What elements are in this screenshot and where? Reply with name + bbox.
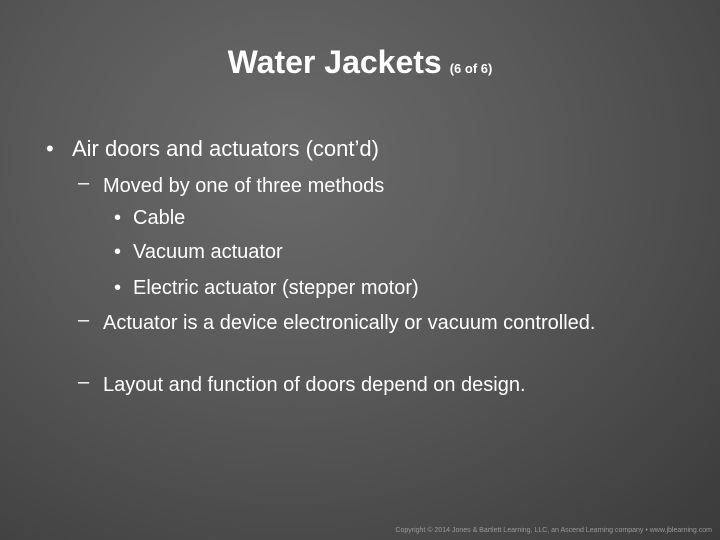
title-page-count: (6 of 6) [449, 61, 493, 76]
bullet-glyph: • [114, 241, 122, 263]
subsub-bullet-text: Cable [133, 207, 186, 229]
sub-bullet-text: Layout and function of doors depend on design. [103, 374, 526, 396]
bullet-text: Air doors and actuators (cont’d) [72, 136, 379, 161]
sub-bullet-text: Moved by one of three methods [103, 175, 385, 197]
bullet-glyph: • [46, 136, 54, 161]
copyright-footer: Copyright © 2014 Jones & Bartlett Learning, LLC, an Ascend Learning company • www.jblearning.com [395, 527, 712, 534]
sub-bullet-text: Actuator is a device electronically or vacuum controlled. [103, 312, 596, 334]
slide-title [0, 44, 720, 81]
title-main: Water Jackets [227, 44, 442, 80]
bullet-glyph: • [114, 277, 122, 299]
subsub-bullet-text: Vacuum actuator [133, 241, 283, 263]
bullet-glyph: • [114, 207, 122, 229]
dash-glyph: – [78, 371, 90, 393]
dash-glyph: – [78, 309, 90, 331]
dash-glyph: – [78, 172, 90, 194]
subsub-bullet-text: Electric actuator (stepper motor) [133, 277, 419, 299]
